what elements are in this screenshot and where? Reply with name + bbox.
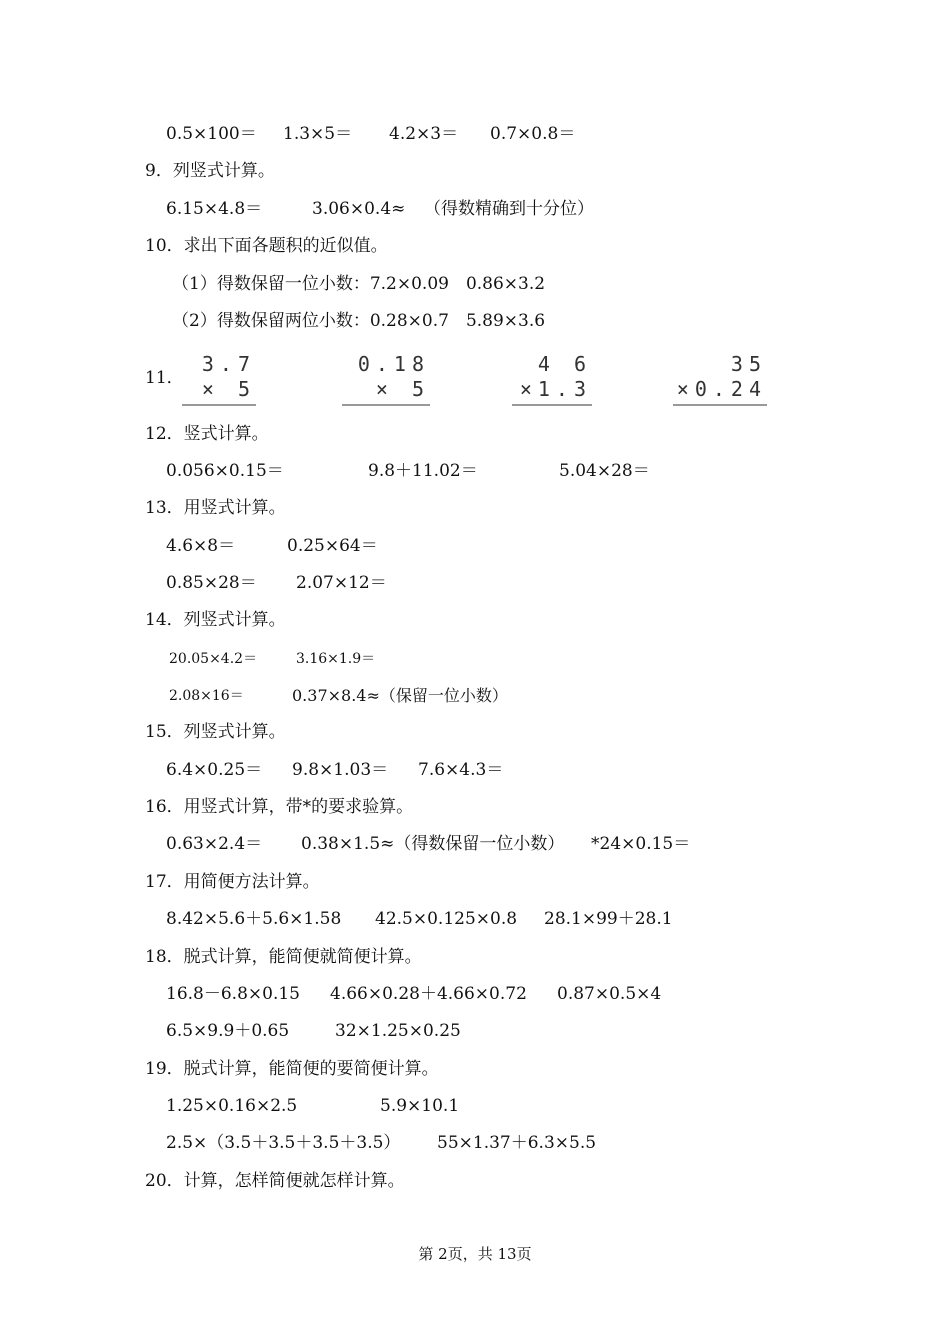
expression: 4.6×8＝	[166, 536, 236, 556]
question-14: 14．列竖式计算。	[145, 610, 286, 630]
vertical-rule	[342, 404, 430, 406]
expression: 0.85×28＝	[166, 573, 257, 593]
expression: 5.04×28＝	[559, 461, 650, 481]
question-12: 12．竖式计算。	[145, 424, 269, 444]
question-10-part-2: （2）得数保留两位小数：0.28×0.7 5.89×3.6	[172, 311, 546, 331]
expression: 0.37×8.4≈（保留一位小数）	[292, 686, 508, 705]
expression: 0.25×64＝	[287, 536, 378, 556]
vertical-top: 4 6	[537, 352, 592, 376]
question-10-part-1: （1）得数保留一位小数：7.2×0.09 0.86×3.2	[172, 274, 546, 294]
expression: 0.38×1.5≈（得数保留一位小数）	[301, 834, 565, 854]
question-18: 18．脱式计算，能简便就简便计算。	[145, 947, 422, 967]
expression: 20.05×4.2＝	[169, 651, 258, 667]
expression: 3.06×0.4≈	[312, 199, 406, 219]
question-20: 20．计算，怎样简便就怎样计算。	[145, 1171, 405, 1191]
expression: 28.1×99＋28.1	[544, 909, 673, 929]
vertical-bottom: ×0.24	[676, 377, 767, 401]
vertical-top: 0.18	[357, 352, 430, 376]
vertical-bottom: × 5	[375, 377, 430, 401]
expression: 8.42×5.6＋5.6×1.58	[166, 909, 342, 929]
expression: 2.08×16＝	[169, 688, 244, 704]
question-9: 9．列竖式计算。	[145, 161, 275, 181]
question-17: 17．用简便方法计算。	[145, 872, 320, 892]
instruction-note: （得数精确到十分位）	[424, 199, 594, 219]
vertical-bottom: × 5	[201, 377, 256, 401]
vertical-problem-3	[512, 352, 592, 406]
expression: 6.5×9.9＋0.65	[166, 1021, 290, 1041]
vertical-rule	[673, 404, 767, 406]
vertical-bottom: ×1.3	[519, 377, 592, 401]
expression: 9.8×1.03＝	[292, 760, 389, 780]
question-19: 19．脱式计算，能简便的要简便计算。	[145, 1059, 439, 1079]
expression: 2.07×12＝	[296, 573, 387, 593]
vertical-top: 3.7	[201, 352, 256, 376]
question-13: 13．用竖式计算。	[145, 498, 286, 518]
expression: 0.056×0.15＝	[166, 461, 284, 481]
expression: 5.9×10.1	[380, 1096, 460, 1116]
expression: 55×1.37＋6.3×5.5	[437, 1133, 597, 1153]
expression: 0.63×2.4＝	[166, 834, 263, 854]
vertical-rule	[512, 404, 592, 406]
expression: 16.8－6.8×0.15	[166, 984, 300, 1004]
expression: *24×0.15＝	[591, 834, 691, 854]
question-16: 16．用竖式计算，带*的要求验算。	[145, 797, 414, 817]
expression: 42.5×0.125×0.8	[375, 909, 518, 929]
question-11: 11．	[145, 368, 184, 388]
expression: 4.2×3＝	[389, 124, 459, 144]
vertical-problem-2	[342, 352, 430, 406]
expression: 4.66×0.28＋4.66×0.72	[330, 984, 527, 1004]
expression: 6.4×0.25＝	[166, 760, 263, 780]
vertical-top: 35	[730, 352, 767, 376]
expression: 1.25×0.16×2.5	[166, 1096, 298, 1116]
page-footer: 第 2页，共 13页	[418, 1245, 532, 1263]
question-10: 10．求出下面各题积的近似值。	[145, 236, 388, 256]
vertical-rule	[182, 404, 256, 406]
expression: 7.6×4.3＝	[418, 760, 504, 780]
expression: 6.15×4.8＝	[166, 199, 263, 219]
expression: 1.3×5＝	[283, 124, 353, 144]
expression: 0.87×0.5×4	[557, 984, 662, 1004]
vertical-problem-4	[673, 352, 767, 406]
expression: 32×1.25×0.25	[335, 1021, 461, 1041]
expression: 0.5×100＝	[166, 124, 257, 144]
vertical-problem-1	[182, 352, 256, 406]
expression: 0.7×0.8＝	[490, 124, 576, 144]
expression: 9.8＋11.02＝	[368, 461, 478, 481]
expression: 3.16×1.9＝	[296, 651, 376, 667]
question-15: 15．列竖式计算。	[145, 722, 286, 742]
expression: 2.5×（3.5＋3.5＋3.5＋3.5）	[166, 1133, 401, 1153]
